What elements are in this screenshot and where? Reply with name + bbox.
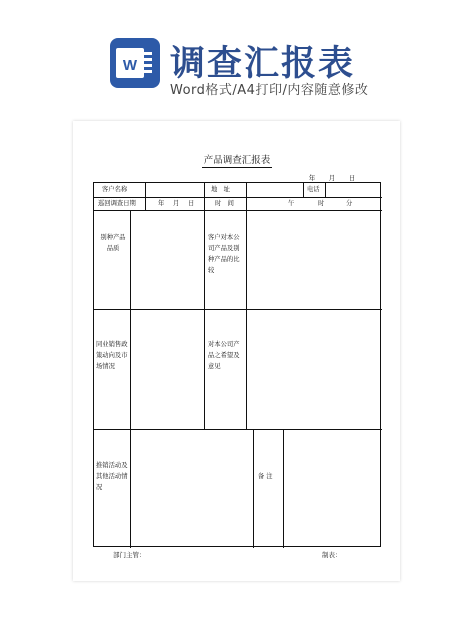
preparer-signature-label: 制表： xyxy=(322,551,342,559)
customer-name-label: 客户名称 xyxy=(102,186,128,193)
visit-month-label: 月 xyxy=(173,200,180,207)
manager-signature-label: 部门主管： xyxy=(113,551,146,559)
row-divider xyxy=(94,210,382,211)
promotion-activity-label: 推销活动及其他活动情况 xyxy=(96,462,128,491)
date-day-label: 日 xyxy=(348,174,356,182)
remark-label: 备 注 xyxy=(258,473,273,480)
date-month-label: 月 xyxy=(328,174,336,182)
row-divider xyxy=(94,309,382,310)
row-divider xyxy=(94,429,382,430)
col-divider xyxy=(303,183,304,197)
banner-title: 调查汇报表 xyxy=(170,44,356,84)
address-label: 地 址 xyxy=(211,186,230,193)
customer-opinion-label: 对本公司产品之希望及意见 xyxy=(208,341,240,370)
col-divider xyxy=(130,210,131,430)
other-product-quality-label: 别种产品品质 xyxy=(100,234,126,252)
col-divider xyxy=(283,429,284,548)
time-label: 时 间 xyxy=(215,200,234,207)
document-title: 产品调查汇报表 xyxy=(203,155,271,166)
col-divider xyxy=(204,183,205,197)
product-comparison-label: 客户对本公司产品及别种产品的比较 xyxy=(208,234,240,274)
date-year-label: 年 xyxy=(308,174,316,182)
col-divider xyxy=(246,183,247,210)
visit-day-label: 日 xyxy=(188,200,195,207)
word-document-icon xyxy=(110,38,160,88)
col-divider xyxy=(145,183,146,210)
col-divider xyxy=(246,210,247,430)
svg-text:W: W xyxy=(122,57,138,74)
time-noon-label: 午 xyxy=(288,200,295,207)
survey-form-table xyxy=(93,182,381,547)
visit-year-label: 年 xyxy=(158,200,165,207)
time-minute-label: 分 xyxy=(346,200,353,207)
col-divider xyxy=(204,197,205,210)
banner-header xyxy=(0,0,474,108)
col-divider xyxy=(130,429,131,548)
market-trend-label: 同业销售政策动向及市场情况 xyxy=(96,341,128,370)
col-divider xyxy=(325,183,326,197)
time-hour-label: 时 xyxy=(318,200,325,207)
col-divider xyxy=(253,429,254,548)
phone-label: 电话 xyxy=(307,186,320,193)
col-divider xyxy=(204,210,205,430)
banner-subtitle: Word格式/A4打印/内容随意修改 xyxy=(170,83,369,98)
row-divider xyxy=(94,197,382,198)
header-date xyxy=(305,173,359,182)
visit-date-label: 巡回调查日期 xyxy=(98,200,136,207)
